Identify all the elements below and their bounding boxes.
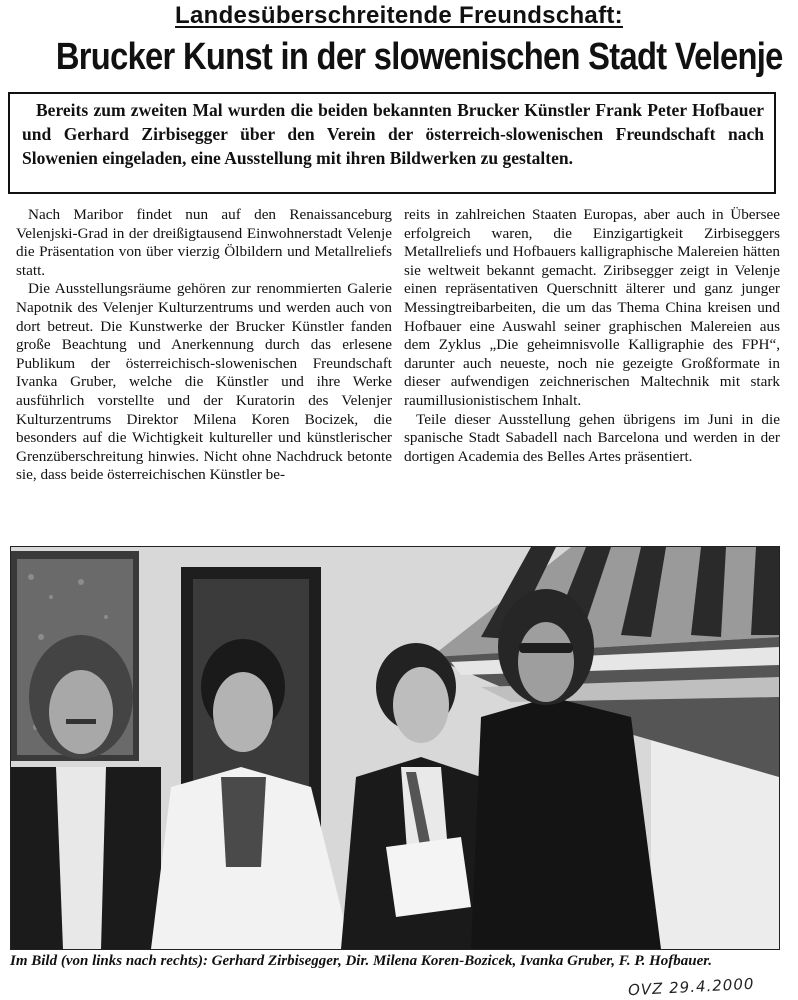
photo-caption: Im Bild (von links nach rechts): Gerhard Zirbisegger, Dir. Milena Koren-Bozicek, Ivanka Gruber, F. P. Hofbauer. (10, 953, 713, 969)
photo-illustration (11, 547, 779, 949)
kicker-title: Landesüberschreitende Freundschaft: (175, 2, 623, 29)
paragraph: Nach Maribor findet nun auf den Renaissanceburg Velenjski-Grad in der dreißigtausend Einwohnerstadt Velenje die Präsentation von über vierzig Ölbildern und Metallreliefs statt. (16, 206, 392, 279)
article-columns (16, 206, 780, 542)
lead-box: Bereits zum zweiten Mal wurden die beiden bekannten Brucker Künstler Frank Peter Hofbauer und Gerhard Zirbisegger über den Verein der österreich-slowenischen Freundschaft nach Slowenien eingeladen, eine Ausstellung mit ihren Bildwerken zu gestalten. (8, 92, 776, 194)
paragraph: Teile dieser Ausstellung gehen übrigens im Juni in die spanische Stadt Sabadell nach Barcelona und werden in der dortigen Academia des Belles Artes präsentiert. (404, 410, 780, 465)
paragraph: reits in zahlreichen Staaten Europas, aber auch in Übersee erfolgreich waren, die Einzigartigkeit Zirbiseggers Metallreliefs und Hofbauers kalligraphische Malereien hätten sie weltweit bekannt gemacht. Ziribsegger zeigt in Velenje einen repräsentativen Querschnitt älterer und ganz junger Messingtreibarbeiten, die um das Thema China kreisen und Hofbauer eine Auswahl seiner graphischen Malereien aus dem Zyklus „Die geheimnisvolle Kalligraphie des FPH“, darunter auch neueste, noch nie gezeigte Großformate in dieser aufwendigen zeichnerischen Maltechnik mit stark raumillusionistischem Inhalt. (404, 206, 780, 409)
headline: Brucker Kunst in der slowenischen Stadt Velenje (55, 36, 783, 78)
column-right (404, 206, 780, 542)
handwritten-note: OVZ 29.4.2000 (627, 974, 755, 1000)
column-left (16, 206, 392, 542)
paragraph: Die Ausstellungsräume gehören zur renommierten Galerie Napotnik des Velenjer Kulturzentrums und werden auch von dort betreut. Die Kunstwerke der Brucker Künstler fanden große Beachtung und Anerkennung durch das erlesene Publikum der österreichisch-slowenischen Freundschaft Ivanka Gruber, welche die Künstler und ihre Werke ausführlich vorstellte und der Kuratorin des Velenjer Kulturzentrums Direktor Milena Koren Bocizek, die besonders auf die Wichtigkeit kultureller und künstlerischer Grenzüberschreitung hinwies. Nicht ohne Nachdruck betonte sie, dass beide österreichischen Künstler be- (16, 280, 392, 484)
photo (10, 546, 780, 950)
